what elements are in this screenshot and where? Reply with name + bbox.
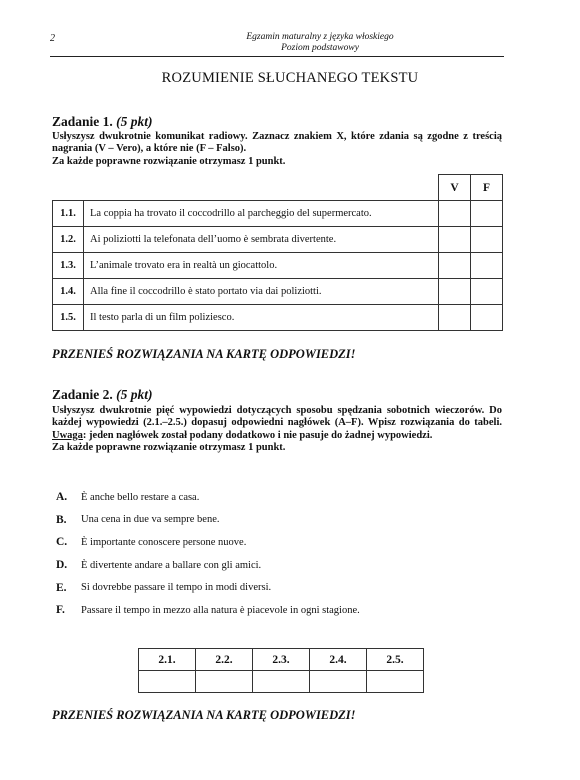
column-header-v: V: [439, 175, 471, 201]
answer-header-row: [139, 649, 424, 671]
table-header-blank: [53, 175, 439, 201]
table-row: [53, 201, 503, 227]
row-statement: La coppia ha trovato il coccodrillo al parcheggio del supermercato.: [84, 201, 439, 227]
answer-box-v[interactable]: [439, 253, 471, 279]
answer-header: 2.5.: [367, 649, 424, 671]
list-item: [56, 486, 496, 509]
option-letter: B.: [56, 513, 67, 526]
transfer-note: PRZENIEŚ ROZWIĄZANIA NA KARTĘ ODPOWIEDZI!: [52, 347, 356, 361]
task2-note-text: : jeden nagłówek został podany dodatkowo i nie pasuje do żadnej wypowiedzi.: [82, 429, 433, 441]
answer-box-v[interactable]: [439, 201, 471, 227]
answer-table: [138, 648, 424, 693]
row-statement: Ai poliziotti la telefonata dell’uomo è sembrata divertente.: [84, 227, 439, 253]
option-letter: C.: [56, 536, 68, 549]
table-row: [53, 279, 503, 305]
option-letter: E.: [56, 581, 67, 594]
row-number: 1.3.: [53, 253, 84, 279]
answer-box-v[interactable]: [439, 279, 471, 305]
answer-header: 2.2.: [196, 649, 253, 671]
task1-instruction: Usłyszysz dwukrotnie komunikat radiowy. Zaznacz znakiem X, które zdania są zgodne z treścią nagrania (V – Vero), a które nie (F – Falso).: [52, 131, 502, 155]
page-header: [150, 32, 490, 54]
header-divider: [50, 56, 504, 57]
list-item: [56, 509, 496, 532]
task2-scoring: Za każde poprawne rozwiązanie otrzymasz 1 punkt.: [52, 442, 286, 454]
list-item: [56, 576, 496, 599]
table-row: [53, 227, 503, 253]
answer-cell-2-5[interactable]: [367, 671, 424, 693]
row-number: 1.2.: [53, 227, 84, 253]
task1-scoring: Za każde poprawne rozwiązanie otrzymasz 1 punkt.: [52, 155, 286, 167]
task1-points: (5 pkt): [116, 114, 153, 129]
answer-box-f[interactable]: [471, 305, 503, 331]
column-header-f: F: [471, 175, 503, 201]
transfer-note: PRZENIEŚ ROZWIĄZANIA NA KARTĘ ODPOWIEDZI!: [52, 708, 356, 722]
row-statement: Alla fine il coccodrillo è stato portato via dai poliziotti.: [84, 279, 439, 305]
table-row: [53, 253, 503, 279]
task1-label: Zadanie 1.: [52, 114, 113, 129]
option-text: È importante conoscere persone nuove.: [81, 536, 247, 548]
task2-note-label: Uwaga: [52, 429, 83, 441]
option-text: È anche bello restare a casa.: [81, 491, 200, 503]
answer-cell-2-3[interactable]: [253, 671, 310, 693]
row-number: 1.1.: [53, 201, 84, 227]
headings-list: [56, 486, 496, 622]
answer-cell-2-4[interactable]: [310, 671, 367, 693]
answer-input-row: [139, 671, 424, 693]
row-statement: L’animale trovato era in realtà un giocattolo.: [84, 253, 439, 279]
list-item: [56, 554, 496, 577]
answer-box-f[interactable]: [471, 201, 503, 227]
option-letter: D.: [56, 559, 68, 572]
task2-instruction-main: Usłyszysz dwukrotnie pięć wypowiedzi dotyczących sposobu spędzania sobotnich wieczorów. Do każdej wypowiedzi (2.1.–2.5.) dopasuj odpowiedni nagłówek (A–F). Wpisz rozwiązania do tabeli.: [52, 405, 502, 429]
table-header-row: [53, 175, 503, 201]
list-item: [56, 531, 496, 554]
answer-box-f[interactable]: [471, 227, 503, 253]
page-number: 2: [50, 33, 55, 44]
task2-instruction: [52, 405, 502, 442]
answer-cell-2-2[interactable]: [196, 671, 253, 693]
option-letter: F.: [56, 604, 65, 617]
answer-cell-2-1[interactable]: [139, 671, 196, 693]
option-text: Una cena in due va sempre bene.: [81, 514, 220, 526]
answer-header: 2.1.: [139, 649, 196, 671]
exam-level: Poziom podstawowy: [281, 43, 359, 53]
task2-title: [52, 387, 153, 403]
answer-box-v[interactable]: [439, 227, 471, 253]
exam-title: Egzamin maturalny z języka włoskiego: [246, 32, 394, 42]
row-number: 1.4.: [53, 279, 84, 305]
answer-header: 2.3.: [253, 649, 310, 671]
answer-box-v[interactable]: [439, 305, 471, 331]
task1-title: [52, 114, 153, 130]
option-letter: A.: [56, 491, 68, 504]
task2-points: (5 pkt): [116, 387, 153, 402]
row-number: 1.5.: [53, 305, 84, 331]
task2-label: Zadanie 2.: [52, 387, 113, 402]
answer-box-f[interactable]: [471, 279, 503, 305]
option-text: Passare il tempo in mezzo alla natura è piacevole in ogni stagione.: [81, 604, 360, 616]
true-false-table: [52, 174, 503, 331]
row-statement: Il testo parla di un film poliziesco.: [84, 305, 439, 331]
task2-instructions: [52, 405, 502, 455]
option-text: È divertente andare a ballare con gli amici.: [81, 559, 262, 571]
answer-box-f[interactable]: [471, 253, 503, 279]
list-item: [56, 599, 496, 622]
table-row: [53, 305, 503, 331]
task1-instructions: [52, 131, 502, 168]
section-title: ROZUMIENIE SŁUCHANEGO TEKSTU: [161, 70, 419, 86]
answer-header: 2.4.: [310, 649, 367, 671]
option-text: Si dovrebbe passare il tempo in modi diversi.: [81, 582, 272, 594]
